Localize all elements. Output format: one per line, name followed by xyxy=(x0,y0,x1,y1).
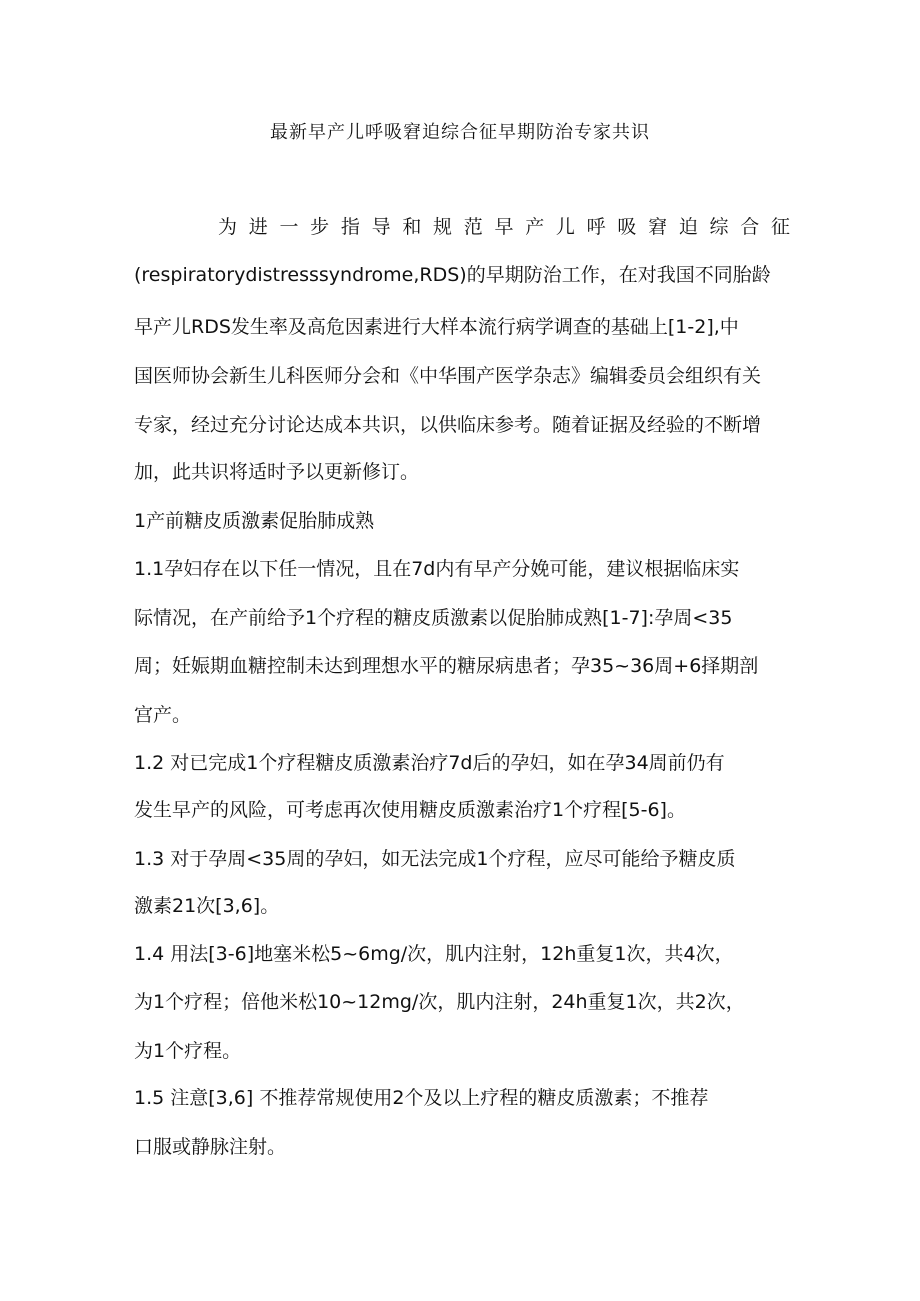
item-1-3-line-1: 1.3 对于孕周<35周的孕妇，如无法完成1个疗程，应尽可能给予糖皮质 xyxy=(134,848,736,870)
intro-line-5: 专家，经过充分讨论达成本共识，以供临床参考。随着证据及经验的不断增 xyxy=(134,414,762,436)
item-1-3-line-2: 激素21次[3,6]。 xyxy=(134,895,280,917)
item-1-4-line-1: 1.4 用法[3-6]地塞米松5~6mg/次，肌内注射，12h重复1次，共4次， xyxy=(134,943,734,965)
intro-line-3: 早产儿RDS发生率及高危因素进行大样本流行病学调查的基础上[1-2],中 xyxy=(134,316,739,338)
item-1-5-line-1: 1.5 注意[3,6] 不推荐常规使用2个及以上疗程的糖皮质激素；不推荐 xyxy=(134,1087,709,1109)
item-1-1-line-4: 宫产。 xyxy=(134,704,192,726)
intro-line-4: 国医师协会新生儿科医师分会和《中华围产医学杂志》编辑委员会组织有关 xyxy=(134,365,762,387)
item-1-4-line-3: 为1个疗程。 xyxy=(134,1040,242,1062)
item-1-1-line-2: 际情况，在产前给予1个疗程的糖皮质激素以促胎肺成熟[1-7]:孕周<35 xyxy=(134,607,733,629)
intro-line-6: 加，此共识将适时予以更新修订。 xyxy=(134,461,420,483)
item-1-2-line-1: 1.2 对已完成1个疗程糖皮质激素治疗7d后的孕妇，如在孕34周前仍有 xyxy=(134,752,725,774)
section-heading: 1产前糖皮质激素促胎肺成熟 xyxy=(134,510,375,532)
item-1-5-line-2: 口服或静脉注射。 xyxy=(134,1136,287,1158)
intro-line-1: 为进一步指导和规范早产儿呼吸窘迫综合征 xyxy=(218,216,790,238)
item-1-2-line-2: 发生早产的风险，可考虑再次使用糖皮质激素治疗1个疗程[5-6]。 xyxy=(134,799,686,821)
intro-line-2: (respiratorydistresssyndrome,RDS)的早期防治工作，在对我国不同胎龄 xyxy=(134,264,771,286)
item-1-4-line-2: 为1个疗程；倍他米松10~12mg/次，肌内注射，24h重复1次，共2次， xyxy=(134,991,745,1013)
item-1-1-line-1: 1.1孕妇存在以下任一情况，且在7d内有早产分娩可能，建议根据临床实 xyxy=(134,558,740,580)
document-title: 最新早产儿呼吸窘迫综合征早期防治专家共识 xyxy=(270,122,650,143)
item-1-1-line-3: 周；妊娠期血糖控制未达到理想水平的糖尿病患者；孕35~36周+6择期剖 xyxy=(134,655,759,677)
